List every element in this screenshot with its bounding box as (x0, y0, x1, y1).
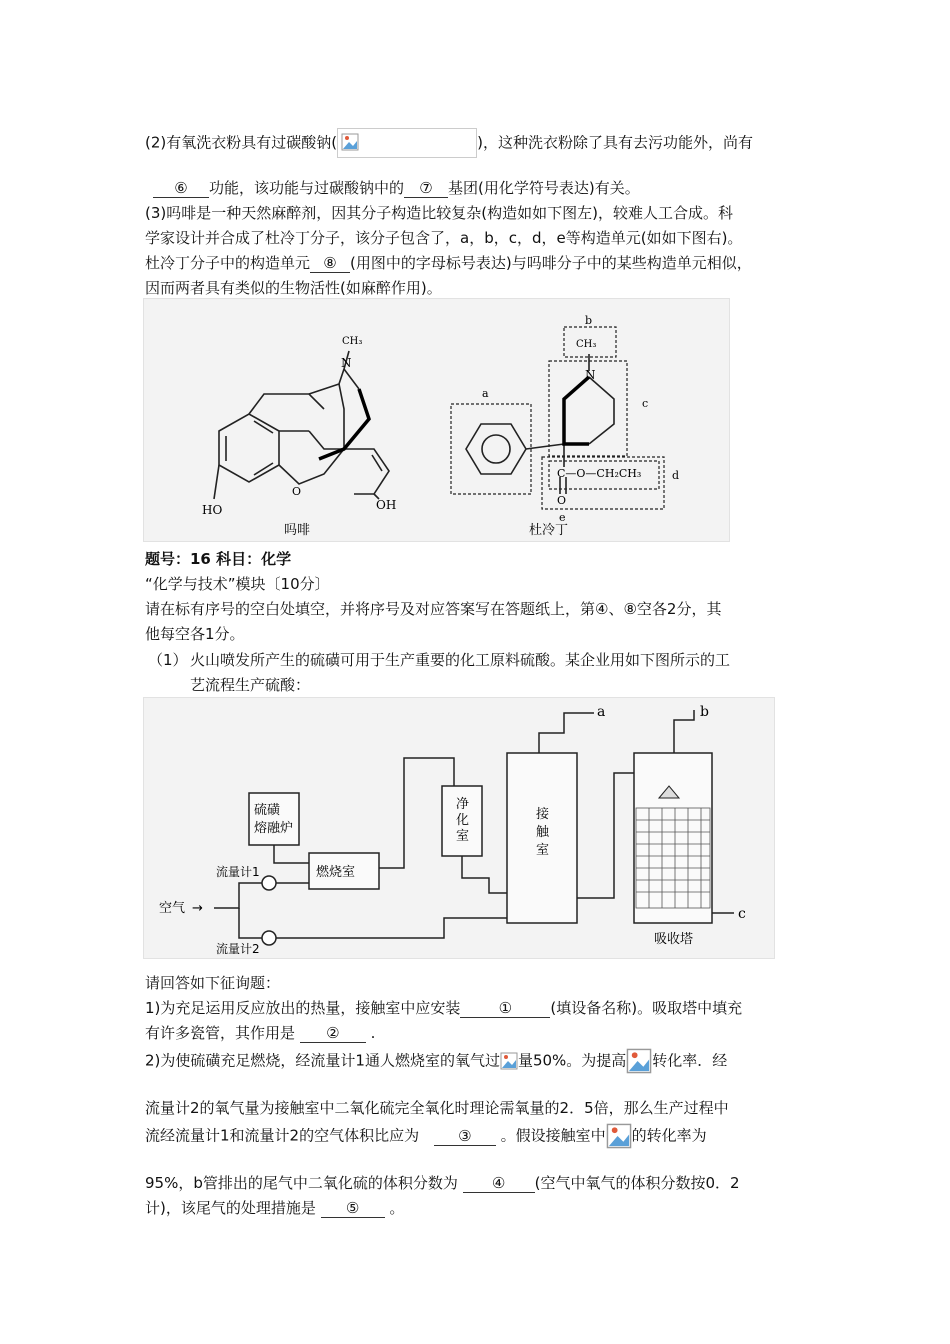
q1-text-c: 有许多瓷管，其作用是 (145, 1024, 296, 1042)
pethidine-n: N (585, 368, 596, 382)
blank-4[interactable]: ④ (463, 1174, 535, 1193)
morphine-n: N (341, 356, 352, 370)
q1-line2 (145, 1023, 375, 1043)
label-c: c (642, 397, 649, 410)
q2b-line2: 流量计2的氧气量为接触室中二氧化硫完全氧化时理论需氧量的2．5倍，那么生产过程中 (145, 1099, 729, 1117)
molecule-diagram (144, 299, 729, 541)
q2-text-d: 基团(用化学符号表达)有关。 (448, 179, 640, 197)
instructions-line1: 请在标有序号的空白处填空，并将序号及对应答案写在答题纸上，第④、⑧空各2分，其 (145, 600, 722, 618)
q2-text-b: )，这种洗衣粉除了具有去污功能外，尚有 (477, 133, 753, 152)
blank-5[interactable]: ⑤ (321, 1199, 385, 1218)
q2b-text-a: 2)为使硫磺充足燃烧，经流量计1通人燃烧室的氧气过 (145, 1051, 500, 1070)
q3-line3-a: 杜冷丁分子中的构造单元 (145, 254, 311, 272)
blank-3[interactable]: ③ (434, 1127, 496, 1146)
questions-intro: 请回答如下征询题： (145, 974, 281, 992)
section-header: 题号：16 科目：化学 (145, 550, 292, 568)
q2b-text-k: 。 (389, 1199, 405, 1217)
label-d: d (672, 469, 680, 482)
air-arrow-icon: → (192, 901, 203, 916)
outlet-b: b (700, 704, 709, 720)
q2b-line1 (145, 1048, 727, 1074)
morphine-ch3: CH₃ (342, 336, 363, 347)
air-label: 空气 (159, 901, 186, 916)
q1-text-d: . (370, 1024, 376, 1042)
carbonyl-o: O (557, 494, 567, 507)
item1-line1: 火山喷发所产生的硫磺可用于生产重要的化工原料硫酸。某企业用如下图所示的工 (190, 651, 731, 669)
item1-line2: 艺流程生产硫酸： (190, 676, 311, 694)
q2b-text-b: 量50%。为提高 (517, 1051, 627, 1070)
outlet-a: a (597, 704, 606, 720)
pethidine-ch3: CH₃ (576, 339, 597, 350)
furnace-box (249, 793, 299, 845)
morphine-oh: OH (376, 498, 397, 512)
q3-line3-b: (用图中的字母标号表达)与吗啡分子中的某些构造单元相似， (350, 254, 752, 272)
meter2-label: 流量计2 (216, 942, 260, 956)
q3-line3 (145, 253, 752, 273)
q2b-line5 (145, 1198, 404, 1218)
contact-label-1: 接 (536, 807, 550, 822)
q3-line1: (3)吗啡是一种天然麻醉剂，因其分子构造比较复杂(构造如如下图左)，较难人工合成。科 (145, 204, 733, 222)
q1-text-a: 1)为充足运用反应放出的热量，接触室中应安装 (145, 999, 461, 1017)
q2-text-a: (2)有氧洗衣粉具有过碳酸钠( (145, 133, 338, 152)
contact-label-2: 触 (536, 825, 550, 840)
q1-text-b: (填设备名称)。吸取塔中填充 (550, 999, 743, 1017)
formula-image-icon (606, 1123, 632, 1149)
q2-text-c: 功能，该功能与过碳酸钠中的 (209, 179, 405, 197)
label-a: a (482, 387, 489, 400)
morphine-ho: HO (202, 503, 223, 517)
q2b-text-e: 流经流量计1和流量计2的空气体积比应为 (145, 1126, 420, 1145)
q2-line1 (145, 128, 753, 158)
burner-label: 燃烧室 (316, 865, 356, 880)
blank-2[interactable]: ② (300, 1024, 366, 1043)
contact-label-3: 室 (536, 843, 550, 858)
q3-line2: 学家设计并合成了杜冷丁分子，该分子包含了，a，b，c，d，e等构造单元(如如下图右)。 (145, 229, 743, 247)
q3-line4: 因而两者具有类似的生物活性(如麻醉作用)。 (145, 279, 442, 297)
q2b-text-j: 计)，该尾气的处理措施是 (145, 1199, 316, 1217)
pethidine-benzene-ring (466, 424, 526, 474)
flowmeter-2 (262, 931, 276, 945)
formula-image-placeholder (337, 128, 477, 158)
q2b-line3 (145, 1123, 707, 1149)
blank-7[interactable]: ⑦ (404, 179, 448, 198)
instructions-line2: 他每空各1分。 (145, 625, 245, 643)
q1-line1 (145, 998, 742, 1018)
item1-number: （1） (148, 651, 188, 669)
meter1-label: 流量计1 (216, 865, 260, 879)
process-flow-diagram (144, 698, 774, 958)
purifier-label-1: 净 (456, 797, 470, 812)
q2b-text-h: 95%，b管排出的尾气中二氧化硫的体积分数为 (145, 1174, 458, 1192)
blank-1[interactable]: ① (460, 999, 550, 1018)
blank-6[interactable]: ⑥ (153, 179, 209, 198)
molecule-figure (143, 298, 730, 542)
morphine-benzene-ring (219, 414, 279, 482)
outlet-c: c (738, 906, 746, 922)
label-b: b (585, 314, 593, 327)
q2b-text-i: (空气中氧气的体积分数按0．2 (534, 1174, 740, 1192)
purifier-label-2: 化 (456, 813, 470, 828)
absorber-box (634, 753, 712, 923)
morphine-label: 吗啡 (284, 523, 311, 538)
unit-a-box (451, 404, 531, 494)
ester-formula: C—O—CH₂CH₃ (557, 467, 642, 480)
label-e: e (559, 511, 566, 524)
q2b-text-c: 转化率．经 (652, 1051, 728, 1070)
flowmeter-1 (262, 876, 276, 890)
q2-line2 (145, 178, 640, 198)
q2b-text-f: 。假设接触室中 (500, 1126, 606, 1145)
broken-image-icon (341, 133, 359, 151)
formula-image-icon (626, 1048, 652, 1074)
furnace-label-1: 硫磺 (254, 803, 281, 818)
q2b-text-g: 的转化率为 (631, 1126, 707, 1145)
furnace-label-2: 熔融炉 (254, 821, 294, 836)
module-title: “化学与技术”模块〔10分〕 (145, 575, 330, 593)
q2b-line4 (145, 1173, 740, 1193)
pethidine-label: 杜冷丁 (529, 523, 569, 538)
svg-text:O: O (292, 485, 302, 498)
absorber-label: 吸收塔 (654, 932, 694, 947)
blank-8[interactable]: ⑧ (310, 254, 350, 273)
purifier-label-3: 室 (456, 829, 470, 844)
formula-image-icon (500, 1052, 518, 1070)
process-flow-figure (143, 697, 775, 959)
